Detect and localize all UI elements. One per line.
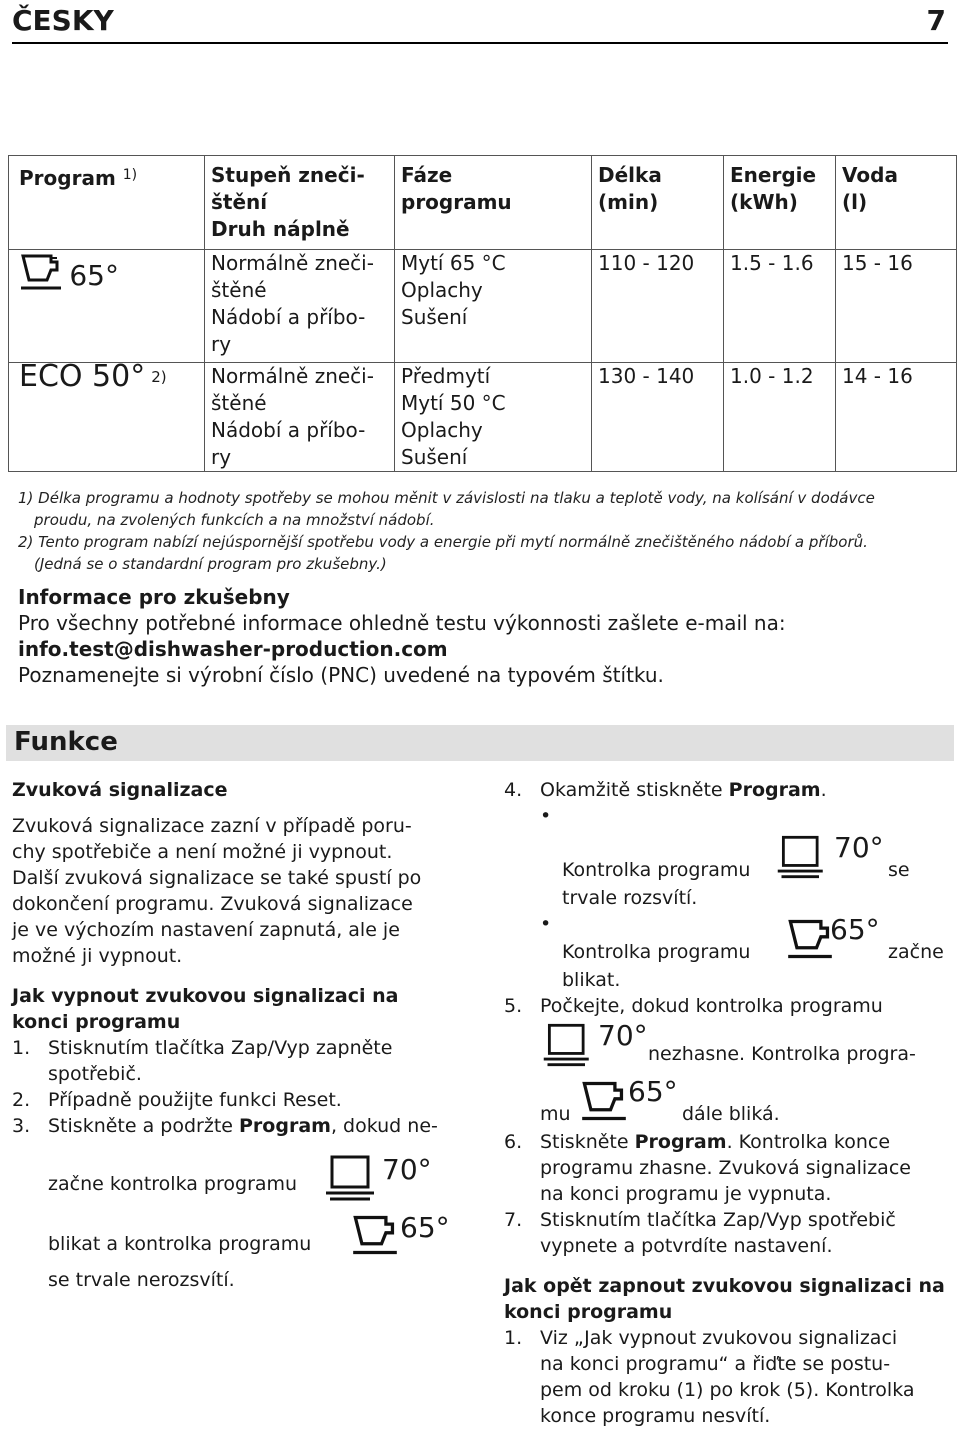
heading-sound: Zvuková signalizace	[12, 779, 228, 801]
program-cell	[9, 250, 205, 363]
step-r1: 1. Viz „Jak vypnout zvukovou signalizaci na konci programu“ a řiďte se postu- pem od kroku (1) po krok (5). Kontrolka konce programu nesvítí.	[504, 1327, 915, 1427]
cup-icon	[786, 915, 834, 970]
page-header	[12, 0, 948, 44]
para-line: je ve výchozím nastavení zapnutá, ale je	[12, 919, 400, 941]
bullet-1-line2: trvale rozsvítí.	[562, 887, 698, 909]
step-1: 1. Stisknutím tlačítka Zap/Vyp zapněte spotřebič.	[12, 1037, 393, 1085]
soil-cell: Normálně zneči- štěné Nádobí a příbo- ry	[205, 250, 395, 363]
program-65-label: 65°	[628, 1075, 678, 1108]
table-row	[9, 250, 957, 363]
step-4: 4. Okamžitě stiskněte Program.	[504, 779, 827, 801]
water-cell: 14 - 16	[836, 363, 957, 472]
para-line: chy spotřebiče a není možné ji vypnout.	[12, 841, 393, 863]
info-email: info.test@dishwasher-production.com	[18, 637, 448, 661]
para-line: možné ji vypnout.	[12, 945, 183, 967]
header-energy: Energie (kWh)	[724, 156, 836, 250]
test-lab-info	[18, 584, 948, 688]
heading-disable: Jak vypnout zvukovou signalizaci na	[12, 985, 399, 1007]
step-5: 5. Počkejte, dokud kontrolka programu	[504, 995, 883, 1017]
duration-cell: 110 - 120	[592, 250, 724, 363]
heading-disable-2: konci programu	[12, 1011, 181, 1033]
program-65-label: 65°	[69, 259, 119, 292]
program-65-label: 65°	[830, 913, 880, 946]
step-3-line-b: blikat a kontrolka programu 65°	[12, 1211, 464, 1267]
heading-enable-2: konci programu	[504, 1301, 673, 1323]
bullet-dot: •	[540, 913, 552, 935]
header-program: Program $^{1)}$	[9, 156, 205, 250]
water-cell: 15 - 16	[836, 250, 957, 363]
step-3: 3. Stiskněte a podržte Program, dokud ne-	[12, 1115, 438, 1137]
program-70-label: 70°	[382, 1153, 432, 1186]
energy-cell: 1.0 - 1.2	[724, 363, 836, 472]
language-label: ČESKY	[12, 4, 114, 37]
phase-cell: Předmytí Mytí 50 °C Oplachy Sušení	[395, 363, 592, 472]
para-line: Zvuková signalizace zazní v případě poru-	[12, 815, 412, 837]
step-7: 7. Stisknutím tlačítka Zap/Vyp spotřebič vypnete a potvrdíte nastavení.	[504, 1209, 896, 1257]
bullet-2: • Kontrolka programu 65° začne	[504, 911, 954, 967]
rack-icon	[322, 1153, 386, 1210]
program-eco-label: ECO 50°	[19, 359, 146, 394]
step-5-line-c: mu 65° dále bliká.	[504, 1073, 954, 1129]
step-5-line-b: 70° nezhasne. Kontrolka progra-	[504, 1019, 954, 1073]
header-phase: Fáze programu	[395, 156, 592, 250]
phase-cell: Mytí 65 °C Oplachy Sušení	[395, 250, 592, 363]
rack-icon	[774, 831, 834, 890]
bullet-dot: •	[540, 805, 552, 827]
bullet-2-line2: blikat.	[562, 969, 621, 991]
duration-cell: 130 - 140	[592, 363, 724, 472]
step-3-line-c: se trvale nerozsvítí.	[48, 1269, 235, 1291]
cup-icon	[350, 1211, 400, 1266]
info-line2: Poznamenejte si výrobní číslo (PNC) uvedené na typovém štítku.	[18, 663, 664, 687]
cup-icon	[580, 1077, 628, 1132]
header-water: Voda (l)	[836, 156, 957, 250]
soil-cell: Normálně zneči- štěné Nádobí a příbo- ry	[205, 363, 395, 472]
page-number: 7	[926, 4, 946, 37]
program-table	[8, 155, 957, 472]
program-65-label: 65°	[400, 1211, 450, 1244]
para-line: dokončení programu. Zvuková signalizace	[12, 893, 413, 915]
program-70-label: 70°	[834, 831, 884, 864]
left-column	[12, 777, 464, 1293]
footnote-2: 2) Tento program nabízí nejúspornější spotřebu vody a energie při mytí normálně znečištěného nádobí a příborů. (Jedná se o standardní program pro zkušebny.)	[18, 533, 868, 573]
energy-cell: 1.5 - 1.6	[724, 250, 836, 363]
info-title: Informace pro zkušebny	[18, 585, 290, 609]
rack-icon	[540, 1019, 600, 1078]
program-70-label: 70°	[598, 1019, 648, 1052]
heading-enable: Jak opět zapnout zvukovou signalizaci na	[504, 1275, 945, 1297]
step-3-line-a: začne kontrolka programu 70°	[12, 1153, 464, 1211]
program-cell: ECO 50° $^{2)}$	[9, 363, 205, 472]
step-6: 6. Stiskněte Program. Kontrolka konce programu zhasne. Zvuková signalizace na konci programu je vypnuta.	[504, 1131, 911, 1205]
table-row	[9, 363, 957, 472]
section-title: Funkce	[14, 727, 118, 757]
para-line: Další zvuková signalizace se také spustí po	[12, 867, 422, 889]
header-duration: Délka (min)	[592, 156, 724, 250]
step-2: 2. Případně použijte funkci Reset.	[12, 1089, 342, 1111]
right-column	[504, 777, 954, 1429]
cup-icon	[19, 250, 63, 301]
footnote-1: 1) Délka programu a hodnoty spotřeby se mohou měnit v závislosti na tlaku a teplotě vody, na kolísání v dodávce proudu, na zvolených funkcích a na množství nádobí.	[18, 489, 875, 529]
table-header-row	[9, 156, 957, 250]
bullet-1: • Kontrolka programu 70° se	[504, 803, 954, 885]
section-band	[6, 725, 954, 761]
header-soil: Stupeň zneči- štění Druh náplně	[205, 156, 395, 250]
info-line1: Pro všechny potřebné informace ohledně testu výkonnosti zašlete e-mail na:	[18, 611, 786, 635]
